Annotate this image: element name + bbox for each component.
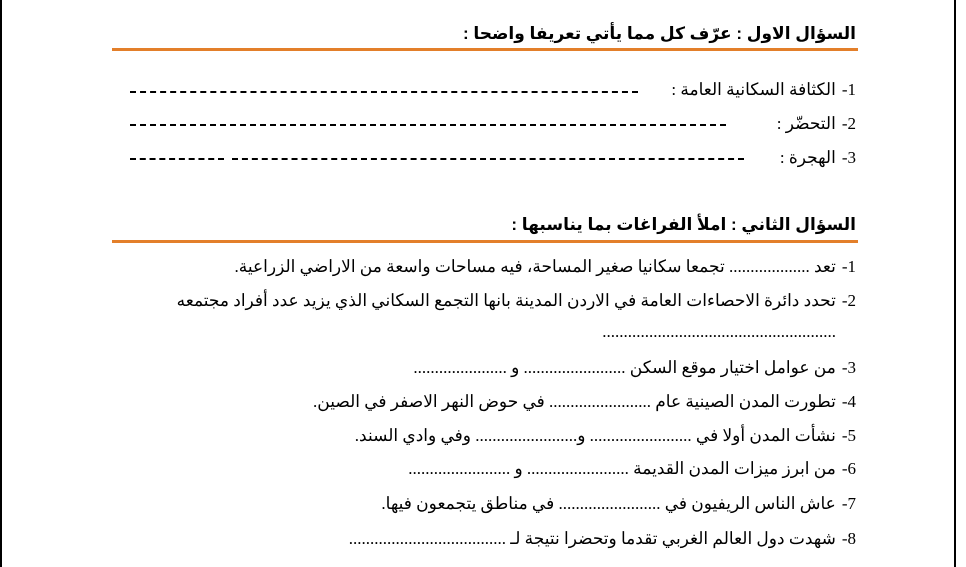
question2-item-2-continuation: ....................................................... [602, 322, 836, 341]
question2-item-4 [313, 392, 856, 412]
item-text: عاش الناس الريفيون في ........................ في مناطق يتجمعون فيها. [381, 494, 836, 513]
item-number: 4- [841, 392, 856, 411]
page-left-border [0, 0, 2, 567]
question2-item-6 [408, 459, 856, 479]
item-number: 2- [841, 291, 856, 310]
page-right-border [954, 0, 956, 567]
item-text: من عوامل اختيار موقع السكن ........................ و ...................... [413, 358, 836, 377]
item-number: 3- [841, 148, 856, 167]
item-number: 8- [841, 529, 856, 548]
question1-item-1 [671, 80, 856, 100]
item-text: من ابرز ميزات المدن القديمة ........................ و ........................ [408, 459, 836, 478]
question2-heading: السؤال الثاني : املأ الفراغات بما يناسبها : [511, 215, 856, 234]
item-text: الهجرة : [779, 148, 836, 167]
question1-divider [112, 48, 858, 51]
item-number: 7- [841, 494, 856, 513]
item-number: 1- [841, 80, 856, 99]
question2-item-1 [235, 257, 857, 277]
item-text: نشأت المدن أولا في ........................ و........................ وفي وادي السند. [354, 426, 836, 445]
item-text: شهدت دول العالم الغربي تقدما وتحضرا نتيجة لـ ..................................... [348, 529, 836, 548]
question2-item-3 [413, 358, 856, 378]
question1-item-3 [780, 148, 856, 168]
answer-blank-line [130, 91, 638, 93]
question2-item-5 [355, 426, 856, 446]
item-text: الكثافة السكانية العامة : [671, 80, 836, 99]
item-text: تطورت المدن الصينية عام ........................ في حوض النهر الاصفر في الصين. [313, 392, 836, 411]
item-text: التحضّر : [776, 114, 836, 133]
item-number: 6- [841, 459, 856, 478]
item-number: 2- [841, 114, 856, 133]
item-number: 3- [841, 358, 856, 377]
item-text: تحدد دائرة الاحصاءات العامة في الاردن المدينة بانها التجمع السكاني الذي يزيد عدد أفراد مجتمعه [176, 291, 836, 310]
question1-item-2 [777, 114, 856, 134]
question2-item-2 [177, 291, 856, 311]
question2-item-8 [349, 529, 856, 549]
answer-blank-line [232, 158, 744, 160]
question2-divider [112, 240, 858, 243]
answer-blank-line [130, 124, 726, 126]
item-text: تعد ................... تجمعا سكانيا صغير المساحة، فيه مساحات واسعة من الاراضي الزراعية. [234, 257, 836, 276]
question1-heading: السؤال الاول : عرّف كل مما يأتي تعريفا واضحا : [462, 24, 856, 43]
answer-blank-line [130, 158, 224, 160]
item-number: 5- [841, 426, 856, 445]
item-number: 1- [841, 257, 856, 276]
question2-item-7 [381, 494, 856, 514]
